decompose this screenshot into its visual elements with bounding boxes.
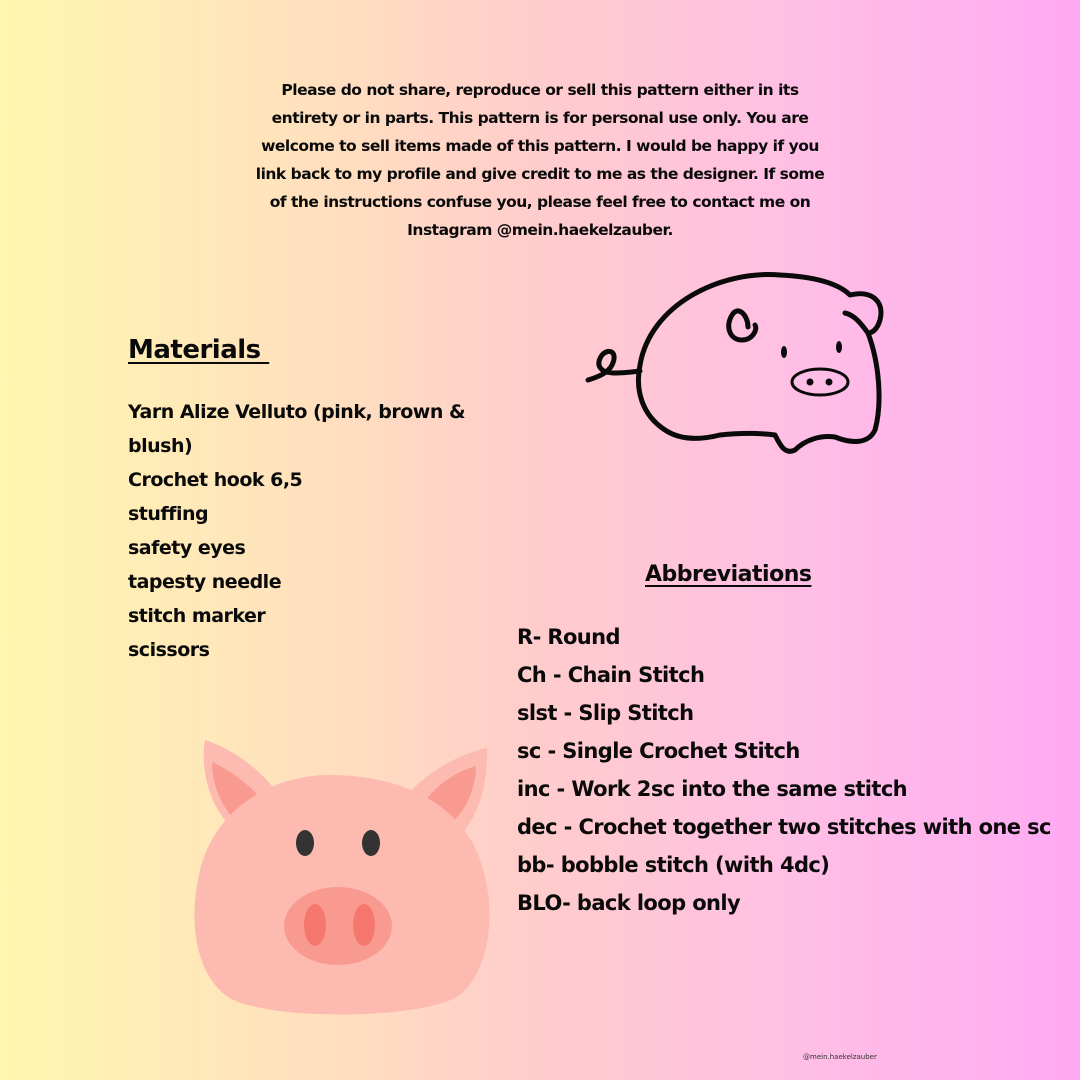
abbreviation-item: dec - Crochet together two stitches with one sc: [517, 815, 1051, 839]
abbreviation-item: sc - Single Crochet Stitch: [517, 739, 800, 763]
abbreviations-list: [517, 618, 1077, 922]
abbreviation-item: Ch - Chain Stitch: [517, 663, 705, 687]
materials-section: [128, 335, 468, 667]
materials-list: [128, 395, 468, 667]
copyright-notice: Please do not share, reproduce or sell this pattern either in its entirety or in parts. This pattern is for personal use only. You are welcome to sell items made of this pattern. I would be happy if you link back to my profile and give credit to me as the designer. If some of the instructions confuse you, please feel free to contact me on Instagram @mein.haekelzauber.: [255, 81, 825, 239]
materials-heading: Materials: [128, 335, 270, 365]
materials-item: stitch marker: [128, 605, 266, 627]
abbreviations-heading: Abbreviations: [645, 562, 812, 587]
materials-item: tapesty needle: [128, 571, 282, 593]
materials-item: stuffing: [128, 503, 209, 525]
abbreviation-item: R- Round: [517, 625, 620, 649]
footer-instagram-handle: @mein.haekelzauber: [803, 1053, 877, 1061]
materials-item: Yarn Alize Velluto (pink, brown & blush): [128, 401, 466, 457]
materials-item: Crochet hook 6,5: [128, 469, 303, 491]
abbreviation-item: BLO- back loop only: [517, 891, 741, 915]
abbreviation-item: bb- bobble stitch (with 4dc): [517, 853, 830, 877]
pig-face-icon: [180, 730, 510, 1030]
materials-item: scissors: [128, 639, 210, 661]
pig-outline-icon: [580, 255, 900, 465]
materials-item: safety eyes: [128, 537, 246, 559]
abbreviation-item: slst - Slip Stitch: [517, 701, 694, 725]
abbreviation-item: inc - Work 2sc into the same stitch: [517, 777, 908, 801]
